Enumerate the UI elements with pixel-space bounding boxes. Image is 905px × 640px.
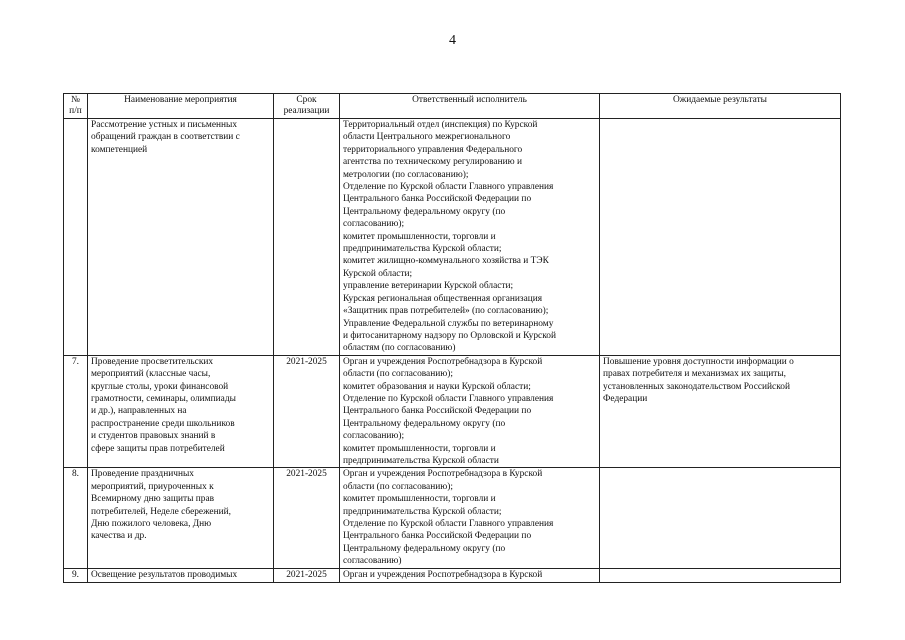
header-name: Наименование мероприятия: [88, 94, 274, 119]
executor-line: Центральному федеральному округу (по: [343, 206, 506, 217]
measure-name-line: грамотности, семинары, олимпиады: [91, 393, 236, 404]
executor-line: комитет промышленности, торговли и: [343, 443, 496, 454]
measure-name-cell: [88, 569, 274, 582]
measure-name-line: распространение среди школьников: [91, 418, 235, 429]
executor-line: комитет промышленности, торговли и: [343, 494, 496, 505]
table-row: [64, 355, 841, 468]
term-cell: 2021-2025: [274, 468, 340, 569]
row-number-cell: [64, 119, 88, 356]
executor-line: Центральному федеральному округу (по: [343, 543, 506, 554]
measure-name-line: круглые столы, уроки финансовой: [91, 381, 229, 392]
table-row: [64, 569, 841, 582]
executor-line: Центрального банка Российской Федерации по: [343, 194, 532, 205]
executor-line: Орган и учреждения Роспотребнадзора в Курской: [343, 469, 543, 480]
measure-name-cell: [88, 468, 274, 569]
executor-line: согласованию): [343, 556, 402, 567]
measure-name-line: качества и др.: [91, 531, 147, 542]
executor-line: областям (по согласованию): [343, 343, 456, 354]
measure-name-line: компетенцией: [91, 144, 148, 155]
header-executor: Ответственный исполнитель: [340, 94, 600, 119]
header-results: Ожидаемые результаты: [600, 94, 841, 119]
term-cell: 2021-2025: [274, 569, 340, 582]
measure-name-line: и студентов правовых знаний в: [91, 431, 216, 442]
executor-line: Центральному федеральному округу (по: [343, 418, 506, 429]
executor-cell: [340, 569, 600, 582]
results-line: установленных законодательством Российской: [603, 381, 791, 392]
results-cell: [600, 355, 841, 468]
page-number: 4: [449, 33, 456, 48]
executor-line: агентства по техническому регулированию и: [343, 157, 522, 168]
executor-line: Отделение по Курской области Главного управления: [343, 182, 554, 193]
executor-line: Управление Федеральной службы по ветеринарному: [343, 318, 554, 329]
row-number-cell: 9.: [64, 569, 88, 582]
executor-line: области (по согласованию);: [343, 369, 453, 380]
measure-name-line: Всемирному дню защиты прав: [91, 494, 215, 505]
executor-line: комитет жилищно-коммунального хозяйства и ТЭК: [343, 256, 549, 267]
results-line: правах потребителя и механизмах их защиты,: [603, 369, 786, 380]
measures-table: [63, 93, 841, 583]
table-row: [64, 119, 841, 356]
executor-line: Курская региональная общественная организация: [343, 293, 543, 304]
executor-line: согласованию);: [343, 219, 405, 230]
header-term: Срок реализации: [274, 94, 340, 119]
measure-name-line: Проведение просветительских: [91, 356, 214, 367]
executor-line: управление ветеринарии Курской области;: [343, 281, 514, 292]
executor-line: комитет образования и науки Курской области;: [343, 381, 531, 392]
executor-line: Курской области;: [343, 268, 413, 279]
results-line: Федерации: [603, 393, 648, 404]
measure-name-line: потребителей, Неделе сбережений,: [91, 506, 231, 517]
measure-name-line: Проведение праздничных: [91, 469, 194, 480]
measure-name-line: Освещение результатов проводимых: [91, 570, 238, 581]
measure-name-cell: [88, 355, 274, 468]
table-header-row: [64, 94, 841, 119]
results-cell: [600, 119, 841, 356]
measure-name-line: Рассмотрение устных и письменных: [91, 120, 238, 130]
header-num: № п/п: [64, 94, 88, 119]
executor-line: комитет промышленности, торговли и: [343, 231, 496, 242]
measure-name-line: Дню пожилого человека, Дню: [91, 519, 212, 529]
executor-line: Отделение по Курской области Главного управления: [343, 519, 554, 529]
table-body: [64, 119, 841, 583]
executor-line: области (по согласованию);: [343, 481, 453, 492]
results-cell: [600, 468, 841, 569]
executor-line: Центрального банка Российской Федерации по: [343, 531, 532, 542]
row-number-cell: 8.: [64, 468, 88, 569]
executor-line: и фитосанитарному надзору по Орловской и Курской: [343, 330, 556, 341]
executor-line: «Защитник прав потребителей» (по согласованию);: [343, 306, 549, 317]
table-row: [64, 468, 841, 569]
executor-line: согласованию);: [343, 431, 405, 442]
measure-name-cell: [88, 119, 274, 356]
executor-line: предпринимательства Курской области;: [343, 506, 502, 517]
executor-line: метрологии (по согласованию);: [343, 169, 469, 180]
executor-line: Территориальный отдел (инспекция) по Курской: [343, 120, 538, 130]
measure-name-line: мероприятий, приуроченных к: [91, 481, 214, 492]
measure-name-line: мероприятий (классные часы,: [91, 369, 211, 380]
measure-name-line: обращений граждан в соответствии с: [91, 132, 240, 143]
results-cell: [600, 569, 841, 582]
executor-line: Орган и учреждения Роспотребнадзора в Курской: [343, 570, 543, 581]
executor-line: территориального управления Федерального: [343, 144, 523, 155]
executor-line: Центрального банка Российской Федерации по: [343, 406, 532, 417]
executor-line: Орган и учреждения Роспотребнадзора в Курской: [343, 356, 543, 367]
executor-line: Отделение по Курской области Главного управления: [343, 393, 554, 404]
executor-cell: [340, 355, 600, 468]
executor-cell: [340, 468, 600, 569]
results-line: Повышение уровня доступности информации о: [603, 356, 794, 367]
row-number-cell: 7.: [64, 355, 88, 468]
executor-line: предпринимательства Курской области;: [343, 244, 502, 255]
term-cell: 2021-2025: [274, 355, 340, 468]
executor-line: предпринимательства Курской области: [343, 455, 499, 466]
executor-cell: [340, 119, 600, 356]
measure-name-line: и др.), направленных на: [91, 406, 187, 417]
term-cell: [274, 119, 340, 356]
executor-line: области Центрального межрегионального: [343, 132, 511, 143]
measure-name-line: сфере защиты прав потребителей: [91, 443, 225, 454]
